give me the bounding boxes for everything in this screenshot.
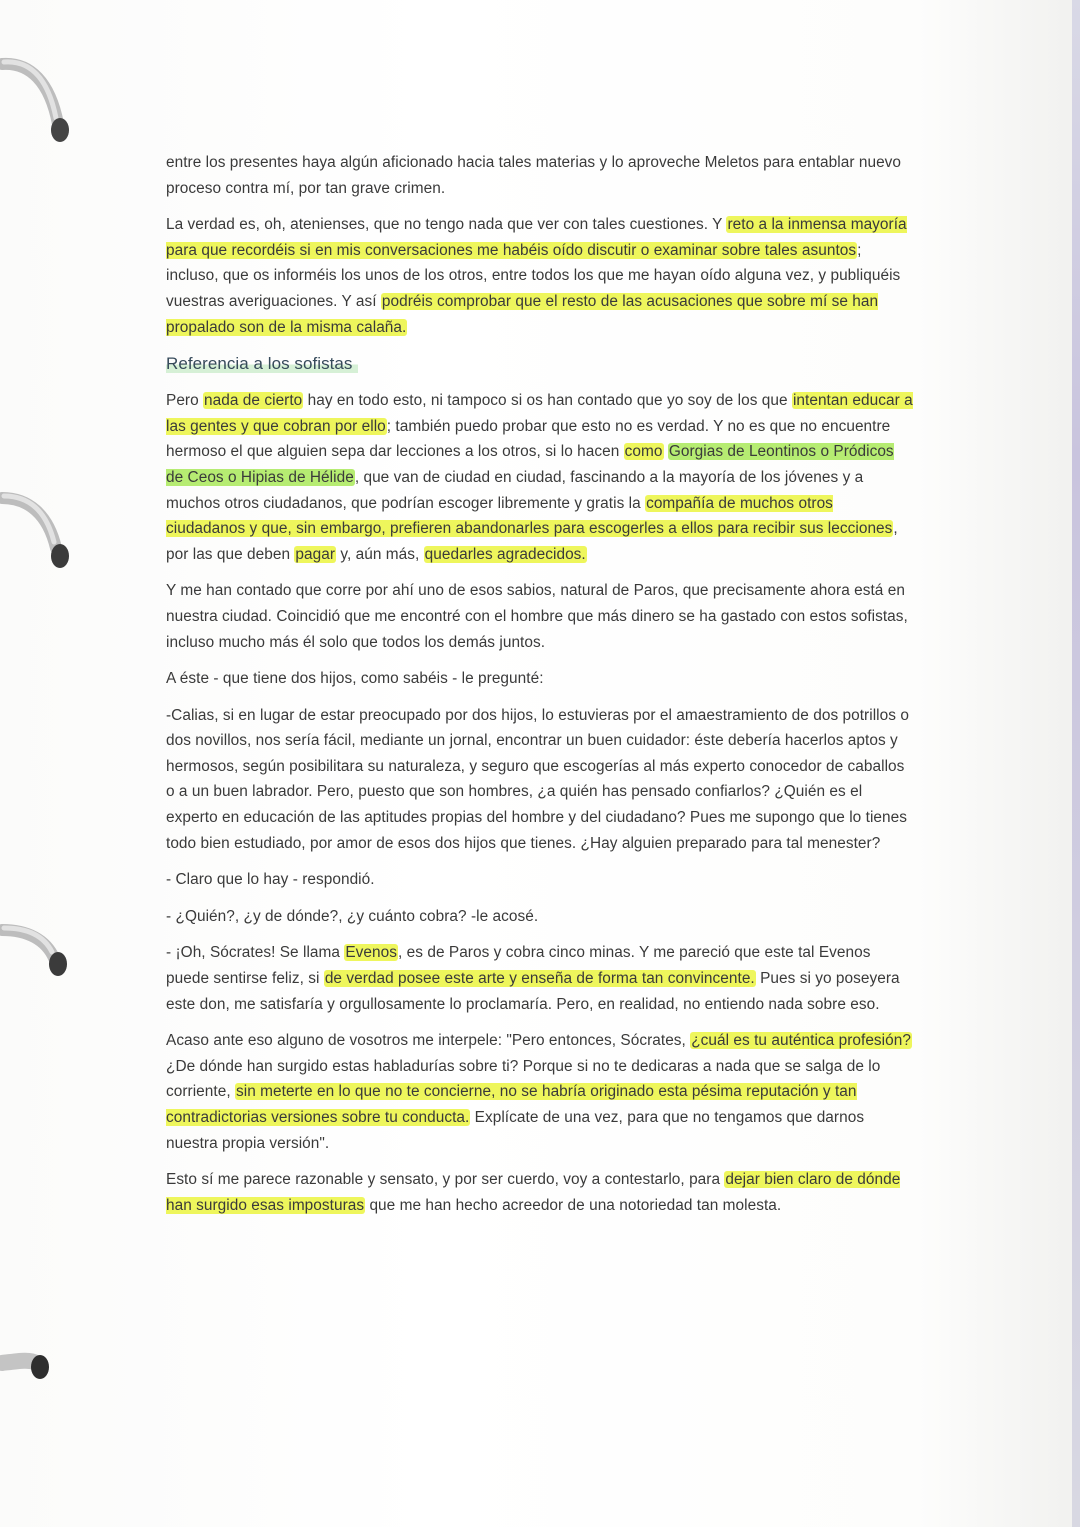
highlight: compañía de muchos otros ciudadanos y que, sin embargo, prefieren abandonarles para escogerles a ellos para recibir sus lecciones (166, 494, 893, 538)
paragraph-4: Y me han contado que corre por ahí uno de esos sabios, natural de Paros, que precisamente ahora está en nuestra ciudad. Coincidió que me encontré con el hombre que más dinero se ha gastado con estos sofistas, incluso mucho más él solo que todos los demás juntos. (166, 582, 908, 651)
binder-ring-icon (0, 52, 72, 142)
highlight-green: Gorgias de Leontinos o Pródicos de Ceos o Hipias de Hélide (166, 443, 894, 486)
section-heading: Referencia a los sofistas (166, 351, 914, 377)
document-body (166, 150, 914, 1229)
highlight: ¿cuál es tu auténtica profesión? (691, 1032, 911, 1050)
paragraph-1: entre los presentes haya algún aficionado hacia tales materias y lo aproveche Meletos para entablar nuevo proceso contra mí, por tan grave crimen. (166, 154, 902, 197)
paragraph-7: - Claro que lo hay - respondió. (166, 871, 375, 889)
highlight: pagar (295, 545, 336, 563)
paragraph-3: Pero nada de cierto hay en todo esto, ni tampoco si os han contado que yo soy de los que intentan educar a las gentes y que cobran por ello; también puedo probar que esto no es verdad. Y no es que no encuentre hermoso el que alguien sepa dar lecciones a los otros, si lo hacen como Gorgias de Leontinos o Pródicos de Ceos o Hipias de Hélide, que van de ciudad en ciudad, fascinando a la mayoría de los jóvenes y a muchos otros ciudadanos, que podrían escoger libremente y gratis la compañía de muchos otros ciudadanos y que, sin embargo, prefieren abandonarles para escogerles a ellos para recibir sus lecciones, por las que deben pagar y, aún más, quedarles agradecidos. (166, 392, 913, 563)
highlight: de verdad posee este arte y enseña de forma tan convincente. (324, 970, 755, 988)
paragraph-2: La verdad es, oh, atenienses, que no tengo nada que ver con tales cuestiones. Y reto a la inmensa mayoría para que recordéis si en mis conversaciones me habéis oído discutir o examinar sobre tales asuntos; incluso, que os informéis los unos de los otros, entre todos los que me hayan oído alguna vez, y publiquéis vuestras averiguaciones. Y así podréis comprobar que el resto de las acusaciones que sobre mí se han propalado son de la misma calaña. (166, 216, 907, 336)
highlight: intentan educar a las gentes y que cobran por ello (166, 392, 913, 435)
highlight: nada de cierto (204, 392, 303, 410)
paragraph-11: Esto sí me parece razonable y sensato, y por ser cuerdo, voy a contestarlo, para dejar bien claro de dónde han surgido esas imposturas que me han hecho acreedor de una notoriedad tan molesta. (166, 1171, 901, 1214)
binder-ring-icon (0, 488, 72, 578)
highlight: quedarles agradecidos. (424, 545, 586, 563)
highlight: Evenos (345, 944, 397, 962)
page-edge (1072, 0, 1080, 1527)
paragraph-8: - ¿Quién?, ¿y de dónde?, ¿y cuánto cobra? -le acosé. (166, 907, 539, 925)
highlight: reto a la inmensa mayoría para que recordéis si en mis conversaciones me habéis oído discutir o examinar sobre tales asuntos (166, 216, 907, 259)
binder-ring-icon (0, 918, 72, 1008)
paragraph-9: - ¡Oh, Sócrates! Se llama Evenos, es de Paros y cobra cinco minas. Y me pareció que este tal Evenos puede sentirse feliz, si de verdad posee este arte y enseña de forma tan convincente. Pues si yo poseyera este don, me satisfaría y orgullosamente lo proclamaría. Pero, en realidad, no entiendo nada sobre eso. (166, 944, 900, 1013)
highlight: podréis comprobar que el resto de las acusaciones que sobre mí se han propalado son de la misma calaña. (166, 292, 879, 336)
paragraph-10: Acaso ante eso alguno de vosotros me interpele: "Pero entonces, Sócrates, ¿cuál es tu auténtica profesión? ¿De dónde han surgido estas habladurías sobre ti? Porque si no te dedicaras a nada que se salga de lo corriente, sin meterte en lo que no te concierne, no se habría originado esta pésima reputación y tan contradictorias versiones sobre tu conducta. Explícate de una vez, para que no tengamos que darnos nuestra propia versión". (166, 1032, 911, 1152)
paragraph-5: A éste - que tiene dos hijos, como sabéis - le pregunté: (166, 670, 544, 688)
highlight: dejar bien claro de dónde han surgido esas imposturas (166, 1171, 901, 1214)
paragraph-6: -Calias, si en lugar de estar preocupado por dos hijos, lo estuvieras por el amaestramiento de dos potrillos o dos novillos, nos sería fácil, mediante un jornal, encontrar un buen cuidador: éste debería hacerlos aptos y hermosos, según posibilitara su naturaleza, y seguro que escogerías al más experto conocedor de caballos o a un buen labrador. Pero, puesto que son hombres, ¿a quién has pensado confiarlos? ¿Quién es el experto en educación de las aptitudes propias del hombre y del ciudadano? Pues me supongo que lo tienes todo bien estudiado, por amor de esos dos hijos que tienes. ¿Hay alguien preparado para tal menester? (166, 706, 909, 852)
highlight: sin meterte en lo que no te concierne, no se habría originado esta pésima reputación y tan contradictorias versiones sobre tu conducta. (166, 1083, 857, 1126)
highlight: como (624, 443, 663, 461)
binder-ring-icon (0, 1345, 72, 1435)
